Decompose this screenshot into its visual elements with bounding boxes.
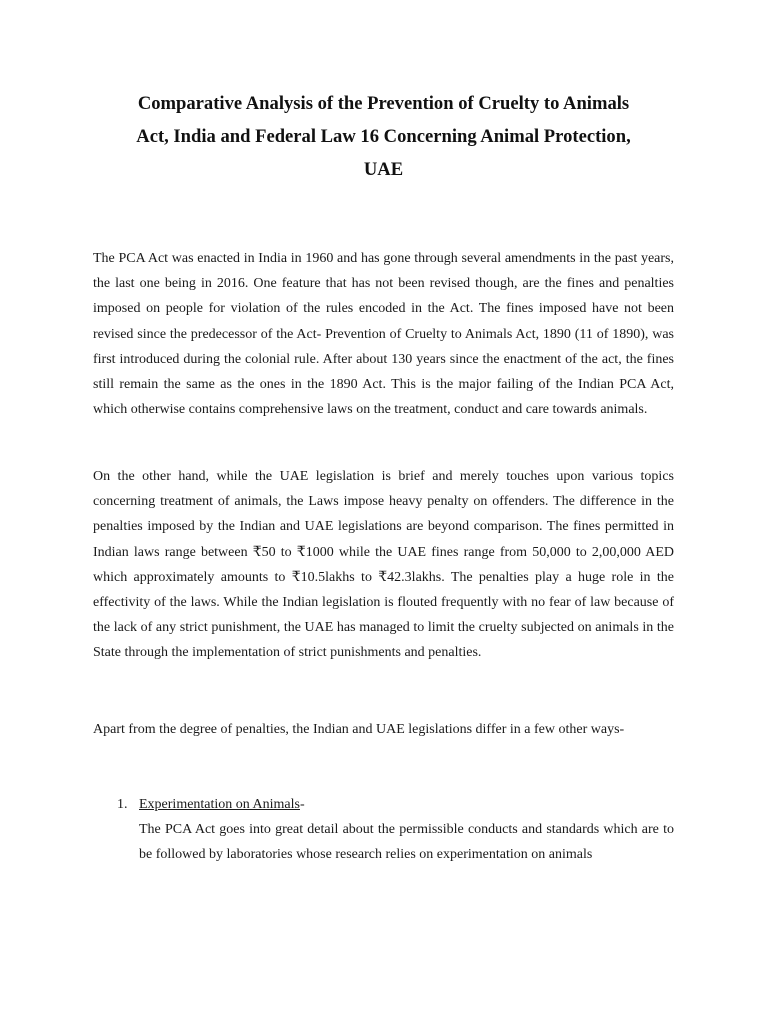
title-line-1: Comparative Analysis of the Prevention of Cruelty to Animals <box>137 93 630 114</box>
paragraph-differences-intro: Apart from the degree of penalties, the Indian and UAE legislations differ in a few other ways- <box>93 722 625 737</box>
list-item-heading: Experimentation on Animals <box>139 797 300 812</box>
title-line-3: UAE <box>363 159 404 180</box>
list-item-number: 1. <box>117 797 128 812</box>
list-item-heading-line <box>139 792 674 817</box>
title-line-2: Act, India and Federal Law 16 Concerning Animal Protection, <box>136 126 631 147</box>
paragraph-pca-act: The PCA Act was enacted in India in 1960 and has gone through several amendments in the past years, the last one being in 2016. One feature that has not been revised though, are the fines and penalties imposed on people for violation of the rules encoded in the Act. The fines imposed have not been revised since the predecessor of the Act- Prevention of Cruelty to Animals Act, 1890 (11 of 1890), was first introduced during the colonial rule. After about 130 years since the enactment of the act, the fines still remain the same as the ones in the 1890 Act. This is the major failing of the Indian PCA Act, which otherwise contains comprehensive laws on the treatment, conduct and care towards animals. <box>93 251 674 418</box>
list-item <box>93 792 674 868</box>
differences-list <box>93 792 674 868</box>
paragraph-uae-legislation: On the other hand, while the UAE legislation is brief and merely touches upon various topics concerning treatment of animals, the Laws impose heavy penalty on offenders. The difference in the penalties imposed by the Indian and UAE legislations are beyond comparison. The fines permitted in Indian laws range between ₹50 to ₹1000 while the UAE fines range from 50,000 to 2,00,000 AED which approximately amounts to ₹10.5lakhs to ₹42.3lakhs. The penalties play a huge role in the effectivity of the laws. While the Indian legislation is flouted frequently with no fear of law because of the lack of any strict punishment, the UAE has managed to limit the cruelty subjected on animals in the State through the implementation of strict punishments and penalties. <box>93 469 674 661</box>
list-item-body: The PCA Act goes into great detail about the permissible conducts and standards which are to be followed by laboratories whose research relies on experimentation on animals <box>139 822 674 863</box>
document-title <box>93 87 674 186</box>
list-item-heading-suffix: - <box>299 797 305 812</box>
